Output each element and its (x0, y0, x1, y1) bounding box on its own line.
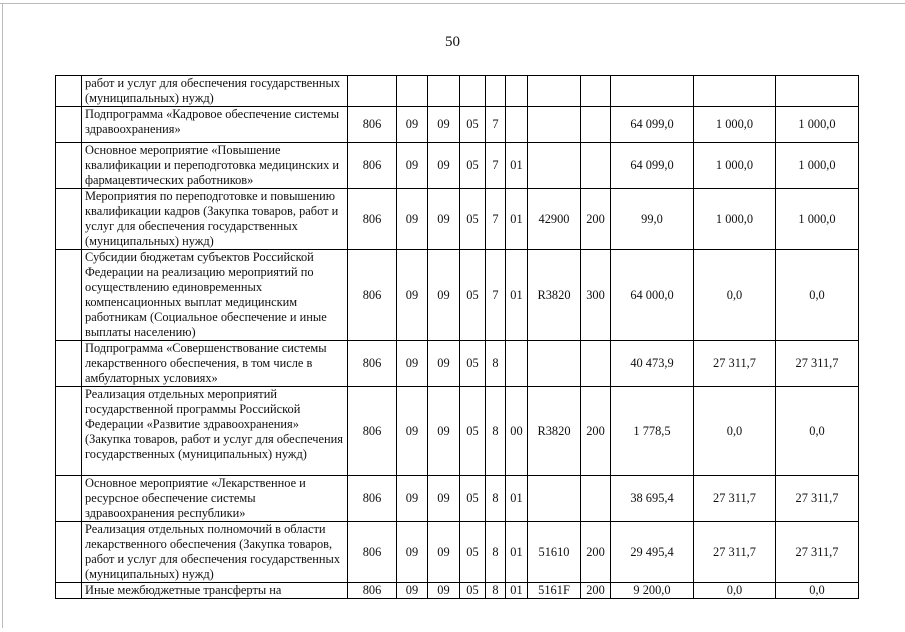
scan-left-edge (2, 3, 3, 628)
direction-code: 5161F (528, 583, 581, 599)
page-number: 50 (445, 34, 460, 50)
amount-year2: 0,0 (694, 250, 776, 341)
table-row (56, 476, 859, 522)
direction-code: 51610 (528, 522, 581, 583)
row-index-cell (56, 143, 82, 189)
expense-type-code: 200 (581, 189, 611, 250)
row-name: Основное мероприятие «Повышение квалификации и переподготовка медицинских и фармацевтических работников» (82, 143, 348, 189)
direction-code (528, 107, 581, 143)
row-name: Мероприятия по переподготовке и повышению квалификации кадров (Закупка товаров, работ и услуг для обеспечения государственных (муниципальных) нужд) (82, 189, 348, 250)
ministry-code: 806 (348, 107, 397, 143)
subsection-code: 09 (428, 250, 460, 341)
table-row (56, 250, 859, 341)
row-index-cell (56, 76, 82, 107)
program-code: 05 (460, 250, 486, 341)
table-row (56, 143, 859, 189)
program-code: 05 (460, 107, 486, 143)
table-row (56, 76, 859, 107)
activity-code: 01 (506, 583, 528, 599)
activity-code: 01 (506, 522, 528, 583)
ministry-code: 806 (348, 189, 397, 250)
amount-year2: 0,0 (694, 583, 776, 599)
direction-code (528, 76, 581, 107)
subprogram-code: 7 (486, 189, 506, 250)
section-code (397, 76, 428, 107)
row-index-cell (56, 341, 82, 387)
amount-year3: 1 000,0 (776, 143, 859, 189)
ministry-code: 806 (348, 522, 397, 583)
direction-code: 42900 (528, 189, 581, 250)
amount-year2: 1 000,0 (694, 107, 776, 143)
amount-year1: 64 099,0 (611, 107, 694, 143)
subprogram-code: 8 (486, 522, 506, 583)
subsection-code (428, 76, 460, 107)
row-name: Реализация отдельных полномочий в области лекарственного обеспечения (Закупка товаров, работ и услуг для обеспечения государственных (муниципальных) нужд) (82, 522, 348, 583)
section-code: 09 (397, 189, 428, 250)
expense-type-code: 300 (581, 250, 611, 341)
amount-year2: 27 311,7 (694, 476, 776, 522)
section-code: 09 (397, 143, 428, 189)
subsection-code: 09 (428, 189, 460, 250)
ministry-code (348, 76, 397, 107)
table-row (56, 341, 859, 387)
subsection-code: 09 (428, 583, 460, 599)
activity-code (506, 107, 528, 143)
section-code: 09 (397, 476, 428, 522)
program-code: 05 (460, 583, 486, 599)
program-code: 05 (460, 522, 486, 583)
subsection-code: 09 (428, 522, 460, 583)
subprogram-code (486, 76, 506, 107)
subprogram-code: 7 (486, 250, 506, 341)
amount-year1: 99,0 (611, 189, 694, 250)
table-row (56, 522, 859, 583)
row-index-cell (56, 522, 82, 583)
ministry-code: 806 (348, 143, 397, 189)
direction-code (528, 476, 581, 522)
row-name: Иные межбюджетные трансферты на (82, 583, 348, 599)
program-code: 05 (460, 476, 486, 522)
row-name: Субсидии бюджетам субъектов Российской Федерации на реализацию мероприятий по осуществлению единовременных компенсационных выплат медицинским работникам (Социальное обеспечение и иные выплаты населению) (82, 250, 348, 341)
expense-type-code (581, 476, 611, 522)
table-row (56, 583, 859, 599)
program-code: 05 (460, 143, 486, 189)
activity-code (506, 76, 528, 107)
amount-year1: 38 695,4 (611, 476, 694, 522)
amount-year1: 64 000,0 (611, 250, 694, 341)
row-index-cell (56, 250, 82, 341)
expense-type-code (581, 341, 611, 387)
amount-year2 (694, 76, 776, 107)
subsection-code: 09 (428, 143, 460, 189)
row-name: Подпрограмма «Кадровое обеспечение системы здравоохранения» (82, 107, 348, 143)
subprogram-code: 8 (486, 583, 506, 599)
amount-year2: 27 311,7 (694, 522, 776, 583)
subprogram-code: 7 (486, 143, 506, 189)
amount-year3 (776, 76, 859, 107)
amount-year2: 1 000,0 (694, 143, 776, 189)
direction-code (528, 341, 581, 387)
amount-year1: 64 099,0 (611, 143, 694, 189)
subprogram-code: 8 (486, 476, 506, 522)
expense-type-code (581, 76, 611, 107)
amount-year3: 1 000,0 (776, 189, 859, 250)
amount-year1: 9 200,0 (611, 583, 694, 599)
row-index-cell (56, 583, 82, 599)
expense-type-code: 200 (581, 387, 611, 476)
amount-year1 (611, 76, 694, 107)
expense-type-code: 200 (581, 522, 611, 583)
expense-type-code (581, 143, 611, 189)
activity-code: 01 (506, 250, 528, 341)
section-code: 09 (397, 583, 428, 599)
activity-code: 01 (506, 143, 528, 189)
section-code: 09 (397, 387, 428, 476)
row-name: Реализация отдельных мероприятий государственной программы Российской Федерации «Развитие здравоохранения» (Закупка товаров, работ и услуг для обеспечения государственных (муниципальных) нужд) (82, 387, 348, 476)
activity-code: 00 (506, 387, 528, 476)
subprogram-code: 8 (486, 387, 506, 476)
direction-code (528, 143, 581, 189)
activity-code: 01 (506, 189, 528, 250)
direction-code: R3820 (528, 387, 581, 476)
ministry-code: 806 (348, 387, 397, 476)
row-index-cell (56, 476, 82, 522)
section-code: 09 (397, 250, 428, 341)
amount-year1: 1 778,5 (611, 387, 694, 476)
section-code: 09 (397, 341, 428, 387)
amount-year3: 1 000,0 (776, 107, 859, 143)
subsection-code: 09 (428, 341, 460, 387)
ministry-code: 806 (348, 250, 397, 341)
amount-year3: 27 311,7 (776, 341, 859, 387)
ministry-code: 806 (348, 583, 397, 599)
direction-code: R3820 (528, 250, 581, 341)
row-index-cell (56, 107, 82, 143)
row-name: работ и услуг для обеспечения государственных (муниципальных) нужд) (82, 76, 348, 107)
program-code (460, 76, 486, 107)
ministry-code: 806 (348, 476, 397, 522)
amount-year1: 40 473,9 (611, 341, 694, 387)
program-code: 05 (460, 341, 486, 387)
amount-year3: 27 311,7 (776, 522, 859, 583)
section-code: 09 (397, 107, 428, 143)
budget-table (55, 75, 859, 599)
subsection-code: 09 (428, 107, 460, 143)
amount-year2: 27 311,7 (694, 341, 776, 387)
subprogram-code: 7 (486, 107, 506, 143)
amount-year3: 27 311,7 (776, 476, 859, 522)
row-name: Подпрограмма «Совершенствование системы лекарственного обеспечения, в том числе в амбулаторных условиях» (82, 341, 348, 387)
scan-top-edge (0, 3, 905, 4)
budget-table-body (56, 76, 859, 599)
amount-year3: 0,0 (776, 250, 859, 341)
table-row (56, 189, 859, 250)
amount-year2: 1 000,0 (694, 189, 776, 250)
section-code: 09 (397, 522, 428, 583)
expense-type-code: 200 (581, 583, 611, 599)
program-code: 05 (460, 189, 486, 250)
subsection-code: 09 (428, 476, 460, 522)
amount-year3: 0,0 (776, 583, 859, 599)
amount-year3: 0,0 (776, 387, 859, 476)
expense-type-code (581, 107, 611, 143)
row-index-cell (56, 189, 82, 250)
activity-code: 01 (506, 476, 528, 522)
amount-year2: 0,0 (694, 387, 776, 476)
subsection-code: 09 (428, 387, 460, 476)
table-row (56, 387, 859, 476)
activity-code (506, 341, 528, 387)
subprogram-code: 8 (486, 341, 506, 387)
program-code: 05 (460, 387, 486, 476)
row-index-cell (56, 387, 82, 476)
amount-year1: 29 495,4 (611, 522, 694, 583)
ministry-code: 806 (348, 341, 397, 387)
table-row (56, 107, 859, 143)
row-name: Основное мероприятие «Лекарственное и ресурсное обеспечение системы здравоохранения республики» (82, 476, 348, 522)
